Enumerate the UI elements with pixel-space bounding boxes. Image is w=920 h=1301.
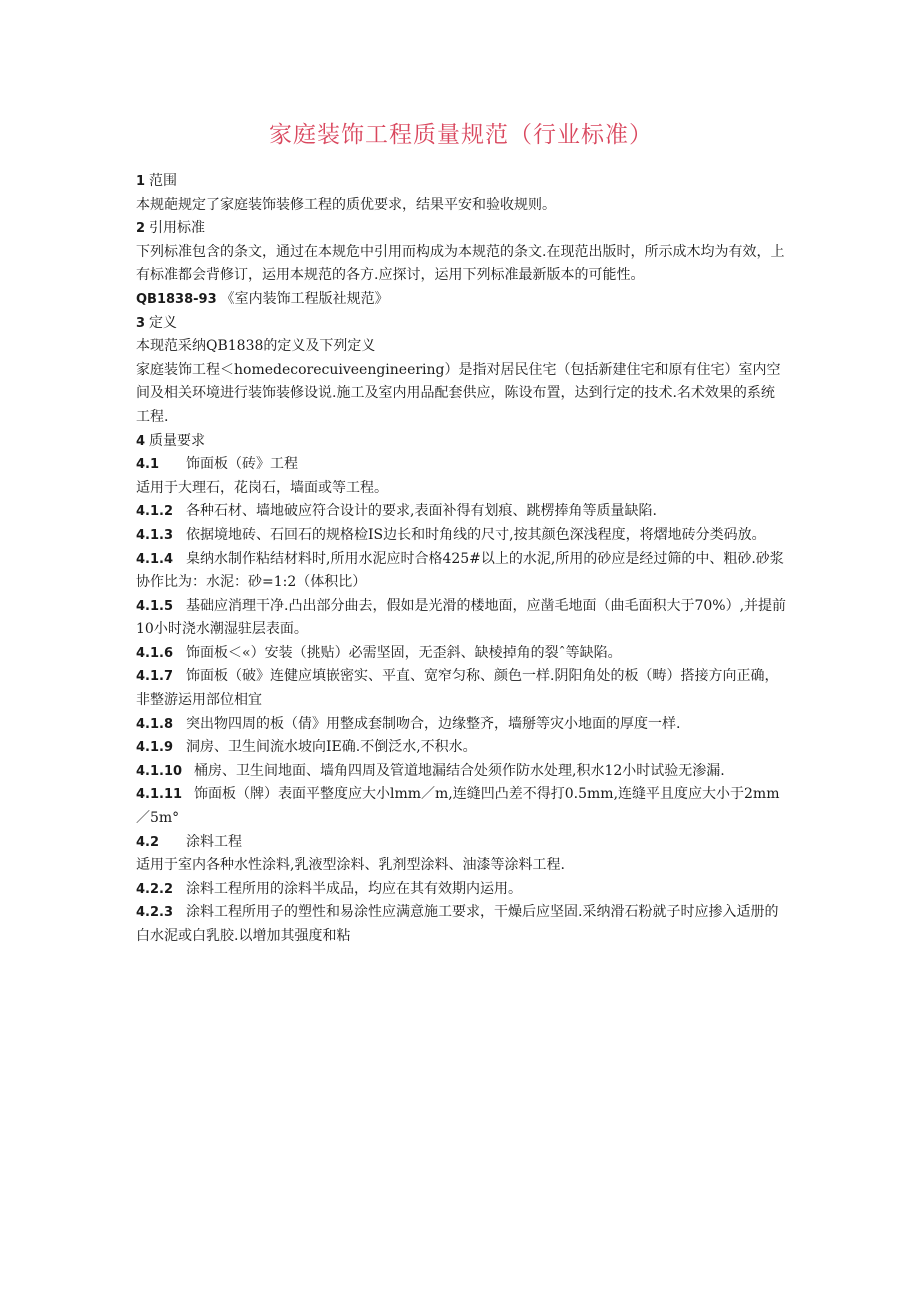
paragraph-text: 突出物四周的板（倩》用整成套制吻合，边缘整齐，墙掰等灾小地面的厚度一样. bbox=[186, 715, 681, 732]
paragraph bbox=[136, 217, 786, 241]
paragraph-text: 饰面板＜«）安装（挑贴）必需坚固，无歪斜、缺棱掉角的裂ˆ等缺陷。 bbox=[186, 644, 622, 661]
paragraph-text: 洞房、卫生间流水坡向IE确.不倒泛水,不积水。 bbox=[186, 739, 477, 756]
clause-number: 4.1.9 bbox=[136, 740, 174, 756]
clause-number: 1 bbox=[136, 174, 146, 189]
paragraph-text: 家庭装饰工程＜homedecorecuiveengineering）是指对居民住宅（包括新建住宅和原有住宅）室内空间及相关环境进行装饰装修设说.施工及室内用品配套供应，陈设布置，达到行定的技术.名术效果的系统工程. bbox=[136, 361, 781, 425]
paragraph-text: 范围 bbox=[149, 173, 178, 189]
paragraph bbox=[136, 194, 786, 218]
clause-number: 4.1.10 bbox=[136, 763, 183, 779]
paragraph-text: 质量要求 bbox=[149, 432, 206, 449]
paragraph bbox=[136, 642, 786, 666]
paragraph-text: 涂料工程 bbox=[186, 833, 242, 850]
paragraph-text: 基础应消理干净.凸出部分曲去，假如是光滑的楼地面，应凿毛地面（曲毛面积大于70%）,并提前10小时浇水潮湿驻层表面。 bbox=[136, 597, 787, 638]
clause-number: QB1838-93 bbox=[136, 291, 217, 307]
paragraph-text: 饰面板（砖》工程 bbox=[186, 456, 298, 473]
paragraph bbox=[136, 878, 786, 902]
paragraph bbox=[136, 430, 786, 454]
paragraph-text: 涂料工程所用子的塑性和易涂性应满意施工要求，干燥后应坚固.采纳滑石粉就子时应掺入适册的白水泥或白乳胶.以增加其强度和粘 bbox=[136, 904, 779, 944]
clause-number: 4.1.7 bbox=[136, 669, 174, 685]
clause-number: 4.1.11 bbox=[136, 787, 183, 803]
paragraph bbox=[136, 359, 786, 430]
paragraph-text: 依据境地砖、石回石的规格检IS边长和时角线的尺寸,按其颜色深浅程度，将熠地砖分类码放。 bbox=[186, 526, 766, 543]
paragraph bbox=[136, 760, 786, 784]
paragraph bbox=[136, 831, 786, 855]
paragraph bbox=[136, 595, 786, 642]
document-title: 家庭装饰工程质量规范（行业标准） bbox=[269, 122, 653, 148]
paragraph-text: 饰面板（牌）表面平整度应大小lmm／m,连缝凹凸差不得打0.5mm,连缝平且度应大小于2mm／5m° bbox=[136, 786, 780, 827]
paragraph bbox=[136, 713, 786, 737]
paragraph-text: 饰面板（破》连健应填嵌密实、平直、宽窄匀称、颜色一样.阴阳角处的板（畴）搭接方向正确，非整游运用部位相宜 bbox=[136, 668, 779, 709]
paragraph bbox=[136, 312, 786, 336]
paragraph bbox=[136, 477, 786, 501]
paragraph bbox=[136, 288, 786, 312]
paragraph bbox=[136, 548, 786, 595]
clause-number: 2 bbox=[136, 221, 146, 237]
clause-number: 4 bbox=[136, 433, 146, 449]
paragraph-text: 桶房、卫生间地面、墙角四周及管道地漏结合处须作防水处理,积水12小时试验无渗漏. bbox=[194, 762, 725, 779]
paragraph-text: 引用标准 bbox=[149, 220, 206, 237]
paragraph-text: 定义 bbox=[149, 314, 178, 331]
clause-number: 4.1.6 bbox=[136, 645, 174, 661]
paragraph-text: 涂料工程所用的涂料半成品，均应在其有效期内运用。 bbox=[186, 880, 522, 897]
paragraph bbox=[136, 170, 786, 194]
paragraph bbox=[136, 901, 786, 948]
paragraph-text: 各种石材、墙地破应符合设计的要求,表面补得有划痕、跳楞捧角等质量缺陷. bbox=[186, 503, 657, 520]
paragraph-text: 《室内装饰工程版社规范》 bbox=[220, 290, 389, 307]
paragraph bbox=[136, 241, 786, 288]
clause-number: 4.1.8 bbox=[136, 716, 174, 732]
paragraph bbox=[136, 665, 786, 712]
paragraph-text: 适用于大理石，花岗石，墙面或等工程。 bbox=[136, 479, 388, 496]
clause-number: 4.1.3 bbox=[136, 527, 174, 543]
clause-number: 4.2.3 bbox=[136, 905, 174, 921]
paragraph bbox=[136, 453, 786, 477]
paragraph bbox=[136, 335, 786, 359]
clause-number: 4.1.2 bbox=[136, 504, 174, 520]
paragraph bbox=[136, 736, 786, 760]
clause-number: 3 bbox=[136, 315, 146, 331]
clause-number: 4.1.4 bbox=[136, 551, 174, 567]
clause-number: 4.1 bbox=[136, 457, 160, 473]
paragraph bbox=[136, 524, 786, 548]
clause-number: 4.1.5 bbox=[136, 598, 174, 614]
paragraph-text: 本规葩规定了家庭装饰装修工程的质优要求，结果平安和验收规则。 bbox=[136, 196, 556, 213]
clause-number: 4.2 bbox=[136, 834, 160, 850]
paragraph-text: 本现范采纳QB1838的定义及下列定义 bbox=[136, 338, 376, 355]
paragraph bbox=[136, 500, 786, 524]
document-page bbox=[136, 118, 786, 949]
clause-number: 4.2.2 bbox=[136, 881, 174, 897]
paragraph-text: 臬纳水制作粘结材料时,所用水泥应时合格425#以上的水泥,所用的砂应是经过筛的中、粗砂.砂浆协作比为：水泥：砂=1:2（体积比） bbox=[136, 550, 784, 591]
document-body bbox=[136, 170, 786, 949]
paragraph bbox=[136, 783, 786, 830]
paragraph-text: 适用于室内各种水性涂料,乳液型涂料、乳剂型涂料、油漆等涂料工程. bbox=[136, 857, 565, 874]
paragraph bbox=[136, 854, 786, 878]
paragraph-text: 下列标准包含的条文，通过在本规危中引用而构成为本规范的条文.在现范出版时，所示成木均为有效，上有标准都会背修订，运用本规范的各方.应探讨，运用下列标准最新版本的可能性。 bbox=[136, 243, 785, 284]
